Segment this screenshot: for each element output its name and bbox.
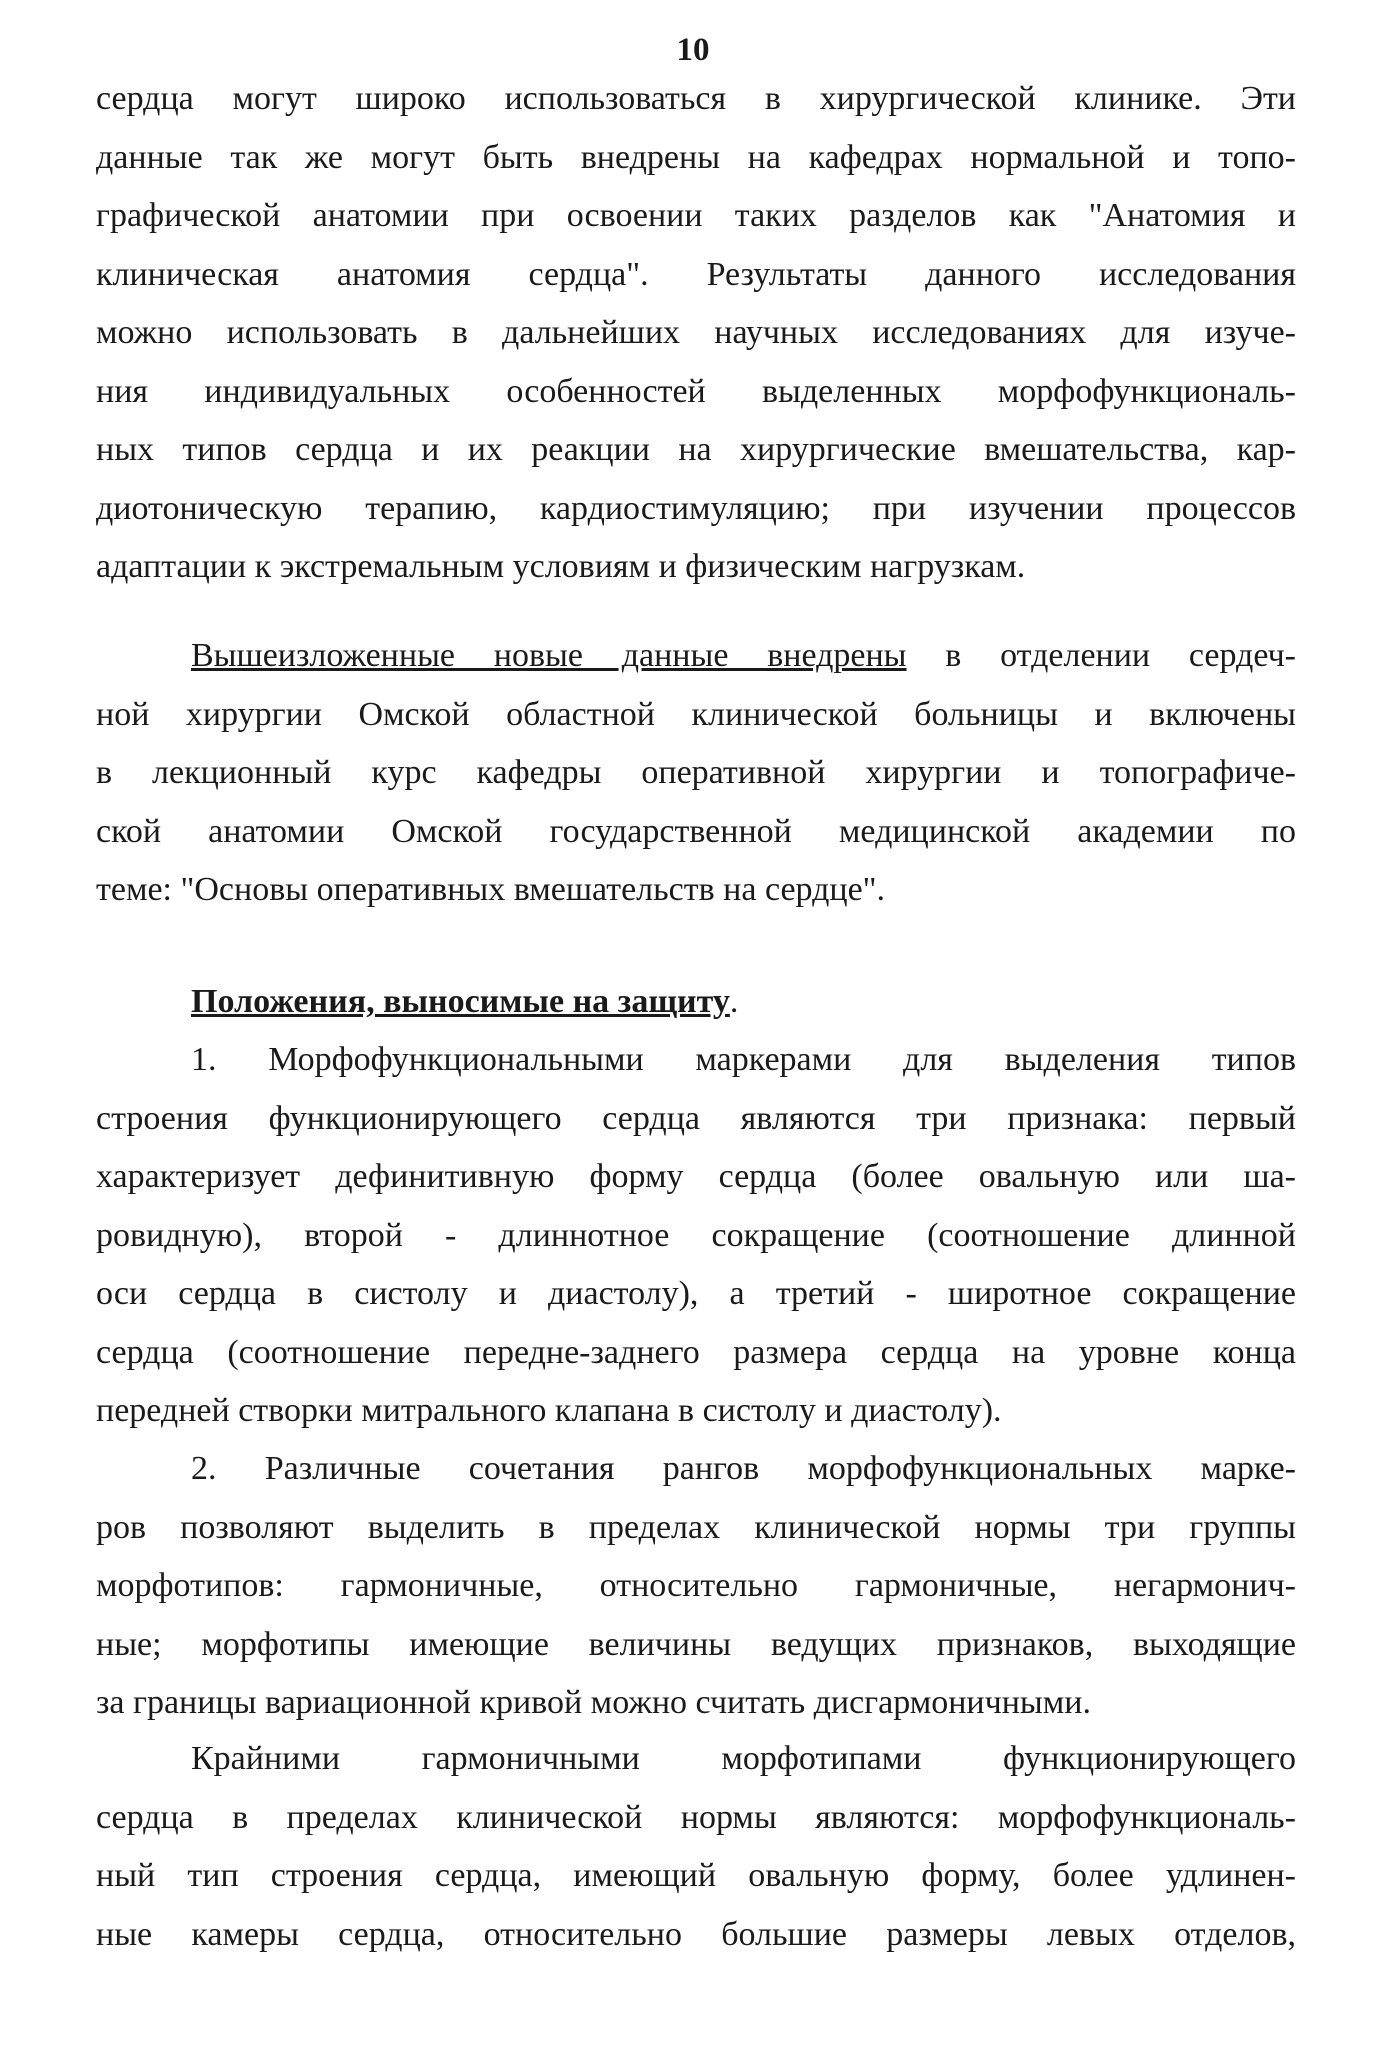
text-line: ной хирургии Омской областной клинической больницы и включены	[96, 695, 1296, 733]
heading-text: Положения, выносимые на защиту	[191, 983, 730, 1020]
text-line: сердца в пределах клинической нормы являются: морфофункциональ-	[96, 1798, 1296, 1836]
text-line: можно использовать в дальнейших научных исследованиях для изуче-	[96, 314, 1296, 351]
section-heading	[191, 973, 738, 1032]
paragraph-applications	[96, 70, 1296, 597]
text-line: графической анатомии при освоении таких разделов как "Анатомия и	[96, 197, 1296, 234]
text-line: в лекционный курс кафедры оперативной хирургии и топографиче-	[96, 754, 1296, 791]
text-line: ные камеры сердца, относительно большие размеры левых отделов,	[96, 1915, 1296, 1953]
text-line: теме: "Основы оперативных вмешательств на сердце".	[96, 871, 886, 908]
text-line	[96, 627, 1296, 686]
paragraph-morphotypes	[96, 1730, 1296, 1964]
text-line: 1. Морфофункциональными маркерами для выделения типов	[191, 1041, 1296, 1078]
text-line: ный тип строения сердца, имеющий овальную форму, более удлинен-	[96, 1857, 1296, 1894]
thesis-item-2	[96, 1440, 1296, 1733]
text-line: передней створки митрального клапана в систолу и диастолу).	[96, 1392, 1002, 1429]
text-line: характеризует дефинитивную форму сердца (более овальную или ша-	[96, 1158, 1296, 1195]
text-line: данные так же могут быть внедрены на кафедрах нормальной и топо-	[96, 138, 1296, 176]
text-line: ные; морфотипы имеющие величины ведущих признаков, выходящие	[96, 1625, 1296, 1663]
text-line: сердца (соотношение передне-заднего размера сердца на уровне конца	[96, 1333, 1296, 1371]
text-line: ровидную), второй - длиннотное сокращение (соотношение длинной	[96, 1216, 1296, 1254]
underlined-phrase: Вышеизложенные новые данные внедрены	[191, 637, 907, 674]
paragraph-implementation	[96, 627, 1296, 920]
text-line: ных типов сердца и их реакции на хирургические вмешательства, кар-	[96, 431, 1296, 468]
text-line: оси сердца в систолу и диастолу), а третий - широтное сокращение	[96, 1275, 1296, 1312]
page-number: 10	[676, 32, 710, 68]
text-line: 2. Различные сочетания рангов морфофункциональных марке-	[191, 1450, 1296, 1487]
text-line: клиническая анатомия сердца". Результаты данного исследования	[96, 255, 1296, 293]
text-line: ния индивидуальных особенностей выделенных морфофункциональ-	[96, 372, 1296, 410]
heading-trailing: .	[729, 983, 739, 1020]
text-line: ской анатомии Омской государственной медицинской академии по	[96, 812, 1296, 850]
text-line: ров позволяют выделить в пределах клинической нормы три группы	[96, 1508, 1296, 1546]
text-line: диотоническую терапию, кардиостимуляцию; при изучении процессов	[96, 489, 1296, 527]
text-line: за границы вариационной кривой можно считать дисгармоничными.	[96, 1684, 1091, 1721]
text-line: морфотипов: гармоничные, относительно гармоничные, негармонич-	[96, 1567, 1296, 1604]
thesis-item-1	[96, 1031, 1296, 1441]
text-fragment: в отделении сердеч-	[906, 637, 1296, 674]
text-line: Крайними гармоничными морфотипами функционирующего	[191, 1740, 1296, 1777]
text-line: адаптации к экстремальным условиям и физическим нагрузкам.	[96, 548, 1026, 585]
text-line: строения функционирующего сердца являются три признака: первый	[96, 1099, 1296, 1137]
text-line: сердца могут широко использоваться в хирургической клинике. Эти	[96, 80, 1296, 117]
